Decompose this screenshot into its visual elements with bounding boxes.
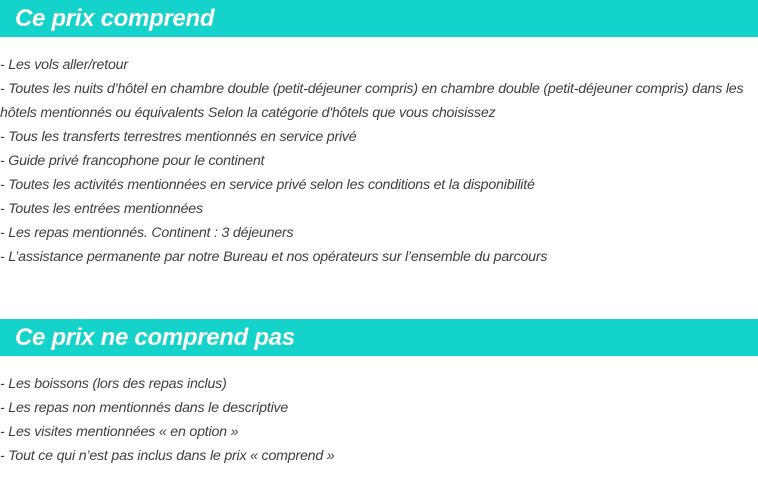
excluded-header-bar: [0, 319, 758, 356]
list-item: - Les repas non mentionnés dans le descriptive: [0, 400, 289, 416]
list-item: - Guide privé francophone pour le continent: [0, 153, 265, 169]
list-item: - Les boissons (lors des repas inclus): [0, 376, 227, 392]
included-title: Ce prix comprend: [15, 4, 215, 32]
list-item: - Toutes les nuits d’hôtel en chambre double (petit-déjeuner compris) en chambre double (petit-déjeuner compris) dans les hôtels mentionnés ou équivalents Selon la catégorie d'hôtels que vous choisissez: [0, 81, 744, 121]
list-item: - Toutes les entrées mentionnées: [0, 201, 203, 217]
excluded-section: [0, 319, 758, 464]
included-header-bar: [0, 0, 758, 37]
included-list: [0, 53, 750, 269]
excluded-title: Ce prix ne comprend pas: [15, 323, 295, 351]
list-item: - L’assistance permanente par notre Bureau et nos opérateurs sur l’ensemble du parcours: [0, 249, 548, 265]
list-item: - Tous les transferts terrestres mentionnés en service privé: [0, 129, 357, 145]
list-item: - Tout ce qui n’est pas inclus dans le prix « comprend »: [0, 448, 335, 464]
excluded-list: [0, 372, 750, 468]
list-item: - Toutes les activités mentionnées en service privé selon les conditions et la disponibilité: [0, 177, 535, 193]
list-item: - Les repas mentionnés. Continent : 3 déjeuners: [0, 225, 294, 241]
list-item: - Les vols aller/retour: [0, 57, 128, 73]
list-item: - Les visites mentionnées « en option »: [0, 424, 239, 440]
